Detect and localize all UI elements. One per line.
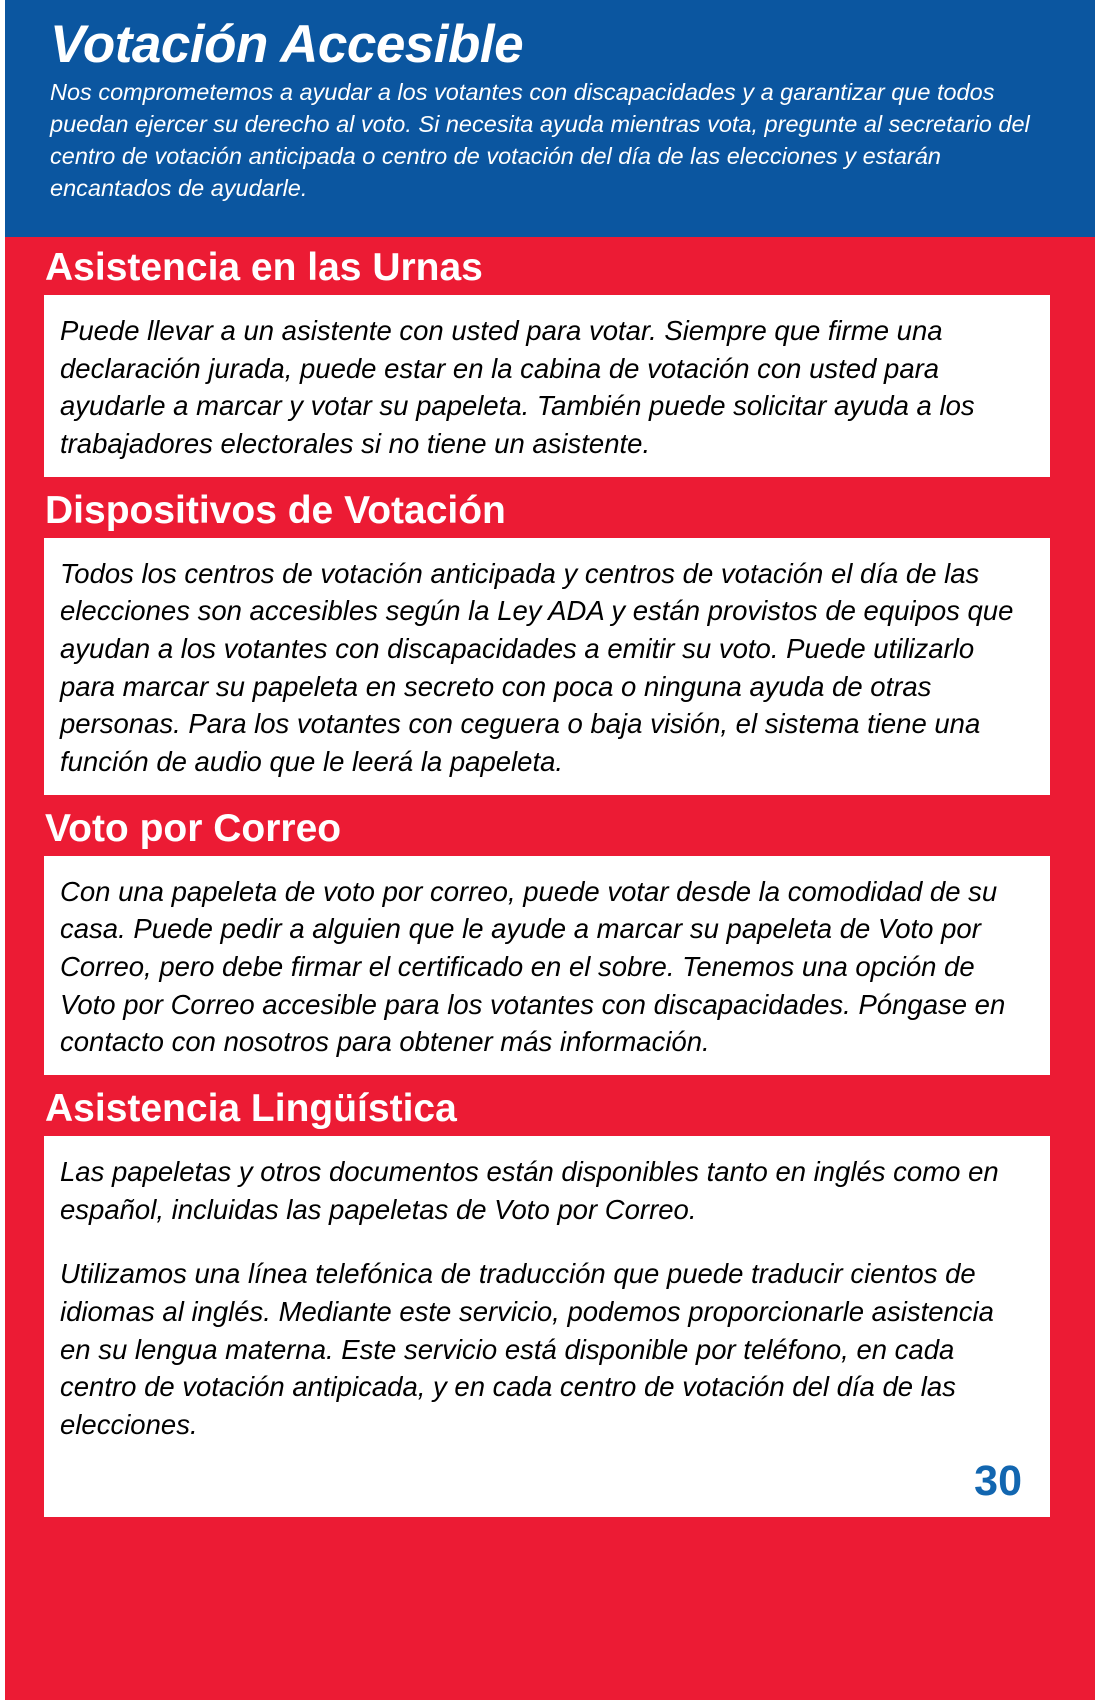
section-heading: Asistencia en las Urnas	[45, 246, 483, 289]
section-paragraph: Utilizamos una línea telefónica de traducción que puede traducir cientos de idiomas al inglés. Mediante este servicio, podemos proporcionarle asistencia en su lengua materna. Este servicio está disponible por teléfono, en cada centro de votación antipicada, y en cada centro de votación del día de las elecciones.	[60, 1258, 994, 1441]
section-voto-por-correo	[5, 795, 1095, 1075]
section-asistencia-en-las-urnas	[5, 237, 1095, 477]
section-heading: Voto por Correo	[45, 806, 342, 850]
page-number: 30	[974, 1456, 1022, 1505]
page-subtitle: Nos comprometemos a ayudar a los votantes con discapacidades y a garantizar que todos puedan ejercer su derecho al voto. Si necesita ayuda mientras vota, pregunte al secretario del centro de votación anticipada o centro de votación del día de las elecciones y estarán encantados de ayudarle.	[50, 79, 1030, 201]
content-body	[5, 237, 1095, 1700]
section-body-card	[44, 538, 1050, 795]
section-paragraph: Todos los centros de votación anticipada y centros de votación el día de las elecciones son accesibles según la Ley ADA y están provistos de equipos que ayudan a los votantes con discapacidades a emitir su voto. Puede utilizarlo para marcar su papeleta en secreto con poca o ninguna ayuda de otras personas. Para los votantes con ceguera o baja visión, el sistema tiene una función de audio que le leerá la papeleta.	[60, 557, 1014, 778]
section-body-card	[44, 295, 1050, 477]
page-title: Votación Accesible	[50, 15, 524, 74]
section-paragraph: Con una papeleta de voto por correo, puede votar desde la comodidad de su casa. Puede pedir a alguien que le ayude a marcar su papeleta de Voto por Correo, pero debe firmar el certificado en el sobre. Tenemos una opción de Voto por Correo accesible para los votantes con discapacidades. Póngase en contacto con nosotros para obtener más información.	[60, 875, 1006, 1058]
section-body-card	[44, 1136, 1050, 1517]
section-asistencia-linguistica	[5, 1075, 1095, 1517]
section-heading: Asistencia Lingüística	[45, 1087, 457, 1131]
section-body-card	[44, 856, 1050, 1075]
section-heading: Dispositivos de Votación	[45, 488, 506, 532]
section-paragraph: Las papeletas y otros documentos están disponibles tanto en inglés como en español, incluidas las papeletas de Voto por Correo.	[60, 1156, 999, 1225]
section-paragraph: Puede llevar a un asistente con usted para votar. Siempre que firme una declaración jurada, puede estar en la cabina de votación con usted para ayudarle a marcar y votar su papeleta. También puede solicitar ayuda a los trabajadores electorales si no tiene un asistente.	[60, 315, 975, 460]
section-dispositivos-de-votacion	[5, 477, 1095, 795]
page-header-band	[5, 0, 1095, 237]
